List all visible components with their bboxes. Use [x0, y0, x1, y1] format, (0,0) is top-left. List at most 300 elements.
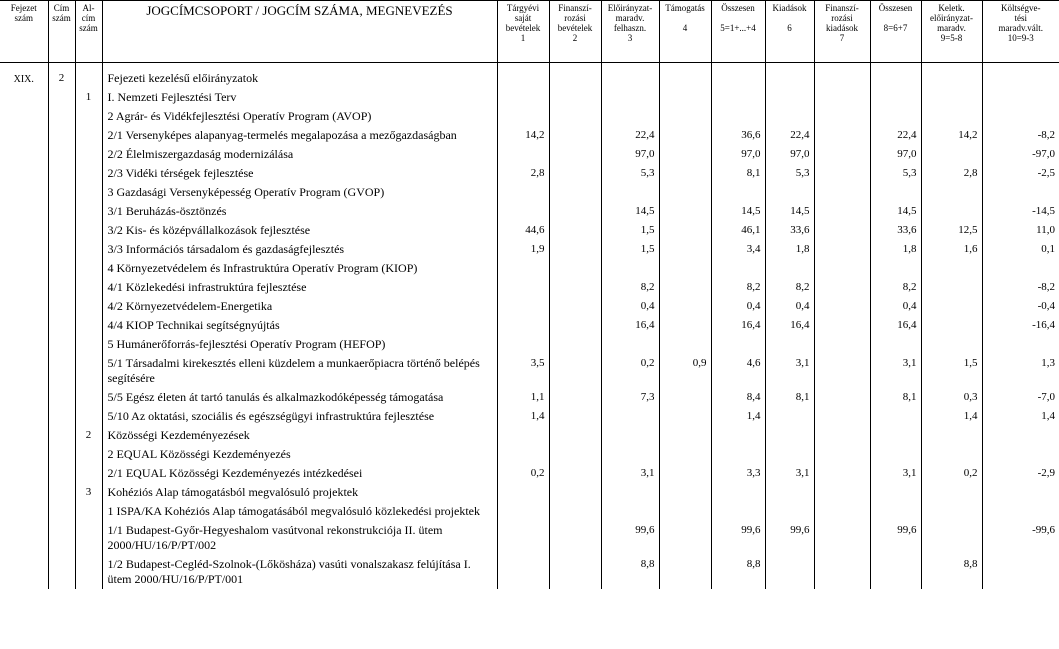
fejezet-cell: [0, 445, 48, 464]
jogcim-name: 2 Agrár- és Vidékfejlesztési Operatív Program (AVOP): [102, 107, 497, 126]
value-col-7: [814, 202, 870, 221]
alcim-cell: [75, 464, 102, 483]
jogcim-name: Fejezeti kezelésű előirányzatok: [102, 63, 497, 89]
fejezet-cell: [0, 464, 48, 483]
fejezet-cell: [0, 297, 48, 316]
value-col-6: 33,6: [765, 221, 814, 240]
value-col-6: 97,0: [765, 145, 814, 164]
value-col-6: [765, 63, 814, 89]
alcim-cell: [75, 521, 102, 555]
jogcim-name: Kohéziós Alap támogatásból megvalósuló projektek: [102, 483, 497, 502]
value-col-10: -99,6: [982, 521, 1059, 555]
value-col-1: [497, 426, 549, 445]
value-col-2: [549, 521, 601, 555]
value-col-7: [814, 483, 870, 502]
value-col-2: [549, 407, 601, 426]
table-row: [0, 164, 1059, 183]
value-col-5: 8,8: [711, 555, 765, 589]
table-row: [0, 445, 1059, 464]
value-col-8: [870, 335, 921, 354]
alcim-cell: [75, 107, 102, 126]
value-col-4: [659, 335, 711, 354]
value-col-5: 3,3: [711, 464, 765, 483]
value-col-1: [497, 145, 549, 164]
value-col-2: [549, 316, 601, 335]
jogcim-name: 4/1 Közlekedési infrastruktúra fejlesztése: [102, 278, 497, 297]
value-col-1: 0,2: [497, 464, 549, 483]
fejezet-cell: [0, 183, 48, 202]
header-alcim: Al- cím szám: [75, 1, 102, 63]
value-col-9: [921, 183, 982, 202]
value-col-10: 0,1: [982, 240, 1059, 259]
fejezet-cell: [0, 145, 48, 164]
value-col-4: [659, 240, 711, 259]
fejezet-cell: [0, 388, 48, 407]
table-row: [0, 407, 1059, 426]
value-col-10: 11,0: [982, 221, 1059, 240]
fejezet-cell: [0, 483, 48, 502]
value-col-10: [982, 183, 1059, 202]
table-row: [0, 335, 1059, 354]
alcim-cell: [75, 259, 102, 278]
value-col-6: [765, 445, 814, 464]
value-col-8: 8,1: [870, 388, 921, 407]
value-col-5: 0,4: [711, 297, 765, 316]
value-col-9: 8,8: [921, 555, 982, 589]
value-col-9: 14,2: [921, 126, 982, 145]
value-col-1: [497, 107, 549, 126]
value-col-9: [921, 335, 982, 354]
cim-cell: [48, 221, 75, 240]
value-col-4: [659, 445, 711, 464]
table-row: [0, 354, 1059, 388]
jogcim-name: 5/10 Az oktatási, szociális és egészségügyi infrastruktúra fejlesztése: [102, 407, 497, 426]
value-col-5: 99,6: [711, 521, 765, 555]
value-col-9: 1,4: [921, 407, 982, 426]
table-row: [0, 297, 1059, 316]
cim-cell: 2: [48, 63, 75, 89]
value-col-9: [921, 521, 982, 555]
value-col-2: [549, 107, 601, 126]
header-col-6: Kiadások 6: [765, 1, 814, 63]
value-col-3: [601, 483, 659, 502]
value-col-2: [549, 164, 601, 183]
value-col-6: 99,6: [765, 521, 814, 555]
value-col-7: [814, 240, 870, 259]
fejezet-cell: [0, 202, 48, 221]
value-col-3: 3,1: [601, 464, 659, 483]
value-col-7: [814, 221, 870, 240]
table-row: [0, 555, 1059, 589]
value-col-6: 1,8: [765, 240, 814, 259]
fejezet-cell: [0, 407, 48, 426]
value-col-1: [497, 316, 549, 335]
value-col-10: [982, 88, 1059, 107]
value-col-3: 7,3: [601, 388, 659, 407]
value-col-6: [765, 483, 814, 502]
value-col-7: [814, 464, 870, 483]
value-col-10: -8,2: [982, 278, 1059, 297]
cim-cell: [48, 278, 75, 297]
value-col-4: [659, 126, 711, 145]
value-col-7: [814, 297, 870, 316]
value-col-1: 2,8: [497, 164, 549, 183]
header-col-3: Előirányzat- maradv. felhaszn. 3: [601, 1, 659, 63]
value-col-6: [765, 107, 814, 126]
table-row: [0, 107, 1059, 126]
value-col-4: [659, 555, 711, 589]
fejezet-cell: [0, 335, 48, 354]
value-col-5: 1,4: [711, 407, 765, 426]
value-col-8: [870, 502, 921, 521]
value-col-7: [814, 259, 870, 278]
value-col-2: [549, 445, 601, 464]
fejezet-cell: [0, 107, 48, 126]
value-col-7: [814, 388, 870, 407]
value-col-5: 4,6: [711, 354, 765, 388]
value-col-7: [814, 335, 870, 354]
value-col-1: [497, 502, 549, 521]
value-col-9: [921, 88, 982, 107]
jogcim-name: 1/2 Budapest-Cegléd-Szolnok-(Lőkösháza) vasúti vonalszakasz felújítása I. ütem 2000/HU/16/P/PT/001: [102, 555, 497, 589]
value-col-10: -7,0: [982, 388, 1059, 407]
jogcim-name: 3/3 Információs társadalom és gazdaságfejlesztés: [102, 240, 497, 259]
value-col-4: [659, 407, 711, 426]
header-row: [0, 1, 1059, 63]
header-title: JOGCÍMCSOPORT / JOGCÍM SZÁMA, MEGNEVEZÉS: [102, 1, 497, 63]
value-col-6: 22,4: [765, 126, 814, 145]
alcim-cell: 3: [75, 483, 102, 502]
value-col-8: 99,6: [870, 521, 921, 555]
value-col-5: 97,0: [711, 145, 765, 164]
value-col-6: [765, 335, 814, 354]
value-col-2: [549, 426, 601, 445]
value-col-3: 99,6: [601, 521, 659, 555]
value-col-2: [549, 221, 601, 240]
value-col-2: [549, 297, 601, 316]
value-col-4: [659, 426, 711, 445]
table-row: [0, 483, 1059, 502]
value-col-3: 1,5: [601, 240, 659, 259]
value-col-9: 2,8: [921, 164, 982, 183]
jogcim-name: 2/1 Versenyképes alapanyag-termelés megalapozása a mezőgazdaságban: [102, 126, 497, 145]
fejezet-cell: [0, 555, 48, 589]
fejezet-cell: [0, 126, 48, 145]
alcim-cell: [75, 445, 102, 464]
value-col-8: 1,8: [870, 240, 921, 259]
value-col-1: 3,5: [497, 354, 549, 388]
value-col-3: 0,2: [601, 354, 659, 388]
value-col-3: [601, 183, 659, 202]
cim-cell: [48, 88, 75, 107]
table-body: [0, 63, 1059, 590]
value-col-5: [711, 259, 765, 278]
alcim-cell: [75, 240, 102, 259]
value-col-3: 16,4: [601, 316, 659, 335]
value-col-1: [497, 202, 549, 221]
value-col-5: 36,6: [711, 126, 765, 145]
value-col-4: [659, 483, 711, 502]
table-row: [0, 464, 1059, 483]
table-row: [0, 278, 1059, 297]
value-col-8: [870, 445, 921, 464]
value-col-3: 22,4: [601, 126, 659, 145]
value-col-8: 22,4: [870, 126, 921, 145]
cim-cell: [48, 297, 75, 316]
value-col-6: 8,1: [765, 388, 814, 407]
header-col-5: Összesen 5=1+...+4: [711, 1, 765, 63]
value-col-9: 0,3: [921, 388, 982, 407]
jogcim-name: 1 ISPA/KA Kohéziós Alap támogatásából megvalósuló közlekedési projektek: [102, 502, 497, 521]
cim-cell: [48, 145, 75, 164]
alcim-cell: 2: [75, 426, 102, 445]
fejezet-cell: [0, 164, 48, 183]
value-col-9: [921, 483, 982, 502]
jogcim-name: I. Nemzeti Fejlesztési Terv: [102, 88, 497, 107]
value-col-8: [870, 63, 921, 89]
value-col-2: [549, 483, 601, 502]
alcim-cell: 1: [75, 88, 102, 107]
cim-cell: [48, 107, 75, 126]
value-col-6: [765, 555, 814, 589]
value-col-6: 0,4: [765, 297, 814, 316]
value-col-2: [549, 502, 601, 521]
header-col-7: Finanszí- rozási kiadások 7: [814, 1, 870, 63]
value-col-8: 3,1: [870, 354, 921, 388]
value-col-1: [497, 183, 549, 202]
fejezet-cell: [0, 278, 48, 297]
header-col-9: Keletk. előirányzat- maradv. 9=5-8: [921, 1, 982, 63]
header-col-4: Támogatás 4: [659, 1, 711, 63]
fejezet-cell: [0, 88, 48, 107]
value-col-8: 5,3: [870, 164, 921, 183]
header-col-10: Költségve- tési maradv.vált. 10=9-3: [982, 1, 1059, 63]
value-col-9: [921, 259, 982, 278]
value-col-3: [601, 426, 659, 445]
value-col-9: 0,2: [921, 464, 982, 483]
value-col-5: 8,4: [711, 388, 765, 407]
value-col-7: [814, 63, 870, 89]
table-row: [0, 388, 1059, 407]
table-row: [0, 426, 1059, 445]
value-col-4: [659, 202, 711, 221]
value-col-7: [814, 407, 870, 426]
jogcim-name: 2 EQUAL Közösségi Kezdeményezés: [102, 445, 497, 464]
value-col-4: [659, 388, 711, 407]
value-col-7: [814, 502, 870, 521]
value-col-5: [711, 107, 765, 126]
value-col-8: 0,4: [870, 297, 921, 316]
alcim-cell: [75, 202, 102, 221]
table-row: [0, 521, 1059, 555]
value-col-2: [549, 63, 601, 89]
table-row: [0, 145, 1059, 164]
value-col-5: 16,4: [711, 316, 765, 335]
value-col-6: [765, 502, 814, 521]
value-col-2: [549, 88, 601, 107]
alcim-cell: [75, 407, 102, 426]
jogcim-name: 2/3 Vidéki térségek fejlesztése: [102, 164, 497, 183]
alcim-cell: [75, 297, 102, 316]
value-col-5: 3,4: [711, 240, 765, 259]
jogcim-name: 4 Környezetvédelem és Infrastruktúra Operatív Program (KIOP): [102, 259, 497, 278]
value-col-8: [870, 259, 921, 278]
cim-cell: [48, 259, 75, 278]
value-col-10: 1,3: [982, 354, 1059, 388]
fejezet-cell: [0, 502, 48, 521]
value-col-7: [814, 164, 870, 183]
value-col-7: [814, 145, 870, 164]
value-col-9: [921, 445, 982, 464]
value-col-3: [601, 445, 659, 464]
value-col-3: 97,0: [601, 145, 659, 164]
value-col-4: [659, 183, 711, 202]
value-col-3: [601, 259, 659, 278]
cim-cell: [48, 183, 75, 202]
value-col-9: [921, 278, 982, 297]
cim-cell: [48, 164, 75, 183]
value-col-5: [711, 445, 765, 464]
value-col-3: [601, 407, 659, 426]
fejezet-cell: [0, 521, 48, 555]
value-col-4: [659, 164, 711, 183]
value-col-9: 12,5: [921, 221, 982, 240]
value-col-7: [814, 278, 870, 297]
value-col-8: [870, 555, 921, 589]
value-col-10: [982, 335, 1059, 354]
header-col-1: Tárgyévi saját bevételek 1: [497, 1, 549, 63]
value-col-1: [497, 63, 549, 89]
value-col-2: [549, 145, 601, 164]
value-col-6: [765, 426, 814, 445]
table-row: [0, 126, 1059, 145]
value-col-8: [870, 407, 921, 426]
cim-cell: [48, 555, 75, 589]
value-col-7: [814, 354, 870, 388]
value-col-4: [659, 502, 711, 521]
value-col-8: [870, 426, 921, 445]
value-col-8: [870, 483, 921, 502]
table-row: [0, 63, 1059, 89]
value-col-4: 0,9: [659, 354, 711, 388]
value-col-10: -0,4: [982, 297, 1059, 316]
value-col-2: [549, 278, 601, 297]
alcim-cell: [75, 164, 102, 183]
value-col-9: [921, 502, 982, 521]
jogcim-name: 2/1 EQUAL Közösségi Kezdeményezés intézkedései: [102, 464, 497, 483]
value-col-8: 97,0: [870, 145, 921, 164]
cim-cell: [48, 388, 75, 407]
jogcim-name: 4/2 Környezetvédelem-Energetika: [102, 297, 497, 316]
value-col-6: 3,1: [765, 464, 814, 483]
jogcim-name: Közösségi Kezdeményezések: [102, 426, 497, 445]
value-col-10: [982, 483, 1059, 502]
jogcim-name: 5/5 Egész életen át tartó tanulás és alkalmazkodóképesség támogatása: [102, 388, 497, 407]
value-col-7: [814, 316, 870, 335]
value-col-9: [921, 107, 982, 126]
cim-cell: [48, 502, 75, 521]
value-col-2: [549, 354, 601, 388]
value-col-4: [659, 521, 711, 555]
value-col-3: [601, 63, 659, 89]
table-row: [0, 259, 1059, 278]
fejezet-cell: [0, 259, 48, 278]
value-col-1: [497, 88, 549, 107]
value-col-5: 46,1: [711, 221, 765, 240]
cim-cell: [48, 464, 75, 483]
value-col-10: -97,0: [982, 145, 1059, 164]
value-col-1: [497, 483, 549, 502]
value-col-6: [765, 183, 814, 202]
value-col-10: [982, 502, 1059, 521]
value-col-6: 3,1: [765, 354, 814, 388]
value-col-10: [982, 555, 1059, 589]
alcim-cell: [75, 126, 102, 145]
value-col-2: [549, 126, 601, 145]
value-col-2: [549, 240, 601, 259]
fejezet-cell: [0, 354, 48, 388]
value-col-6: 16,4: [765, 316, 814, 335]
value-col-4: [659, 278, 711, 297]
cim-cell: [48, 354, 75, 388]
jogcim-name: 4/4 KIOP Technikai segítségnyújtás: [102, 316, 497, 335]
value-col-5: [711, 88, 765, 107]
value-col-5: 14,5: [711, 202, 765, 221]
jogcim-name: 5/1 Társadalmi kirekesztés elleni küzdelem a munkaerőpiacra történő belépés segítésére: [102, 354, 497, 388]
value-col-1: [497, 521, 549, 555]
value-col-5: [711, 335, 765, 354]
header-col-8: Összesen 8=6+7: [870, 1, 921, 63]
value-col-5: [711, 483, 765, 502]
cim-cell: [48, 240, 75, 259]
value-col-3: 0,4: [601, 297, 659, 316]
value-col-3: [601, 335, 659, 354]
value-col-1: [497, 445, 549, 464]
value-col-9: [921, 297, 982, 316]
value-col-10: [982, 445, 1059, 464]
value-col-7: [814, 521, 870, 555]
value-col-3: 8,2: [601, 278, 659, 297]
value-col-7: [814, 426, 870, 445]
value-col-1: [497, 278, 549, 297]
alcim-cell: [75, 335, 102, 354]
value-col-10: [982, 259, 1059, 278]
value-col-10: [982, 107, 1059, 126]
jogcim-name: 3/1 Beruházás-ösztönzés: [102, 202, 497, 221]
cim-cell: [48, 407, 75, 426]
value-col-4: [659, 297, 711, 316]
alcim-cell: [75, 63, 102, 89]
value-col-7: [814, 126, 870, 145]
header-cim: Cím szám: [48, 1, 75, 63]
jogcim-name: 3/2 Kis- és középvállalkozások fejlesztése: [102, 221, 497, 240]
value-col-9: [921, 316, 982, 335]
value-col-7: [814, 183, 870, 202]
value-col-2: [549, 464, 601, 483]
value-col-3: [601, 502, 659, 521]
alcim-cell: [75, 354, 102, 388]
table-row: [0, 240, 1059, 259]
table-row: [0, 502, 1059, 521]
value-col-3: 5,3: [601, 164, 659, 183]
value-col-1: 14,2: [497, 126, 549, 145]
value-col-4: [659, 63, 711, 89]
value-col-5: [711, 63, 765, 89]
value-col-3: [601, 88, 659, 107]
value-col-2: [549, 183, 601, 202]
value-col-5: 8,2: [711, 278, 765, 297]
value-col-8: [870, 107, 921, 126]
